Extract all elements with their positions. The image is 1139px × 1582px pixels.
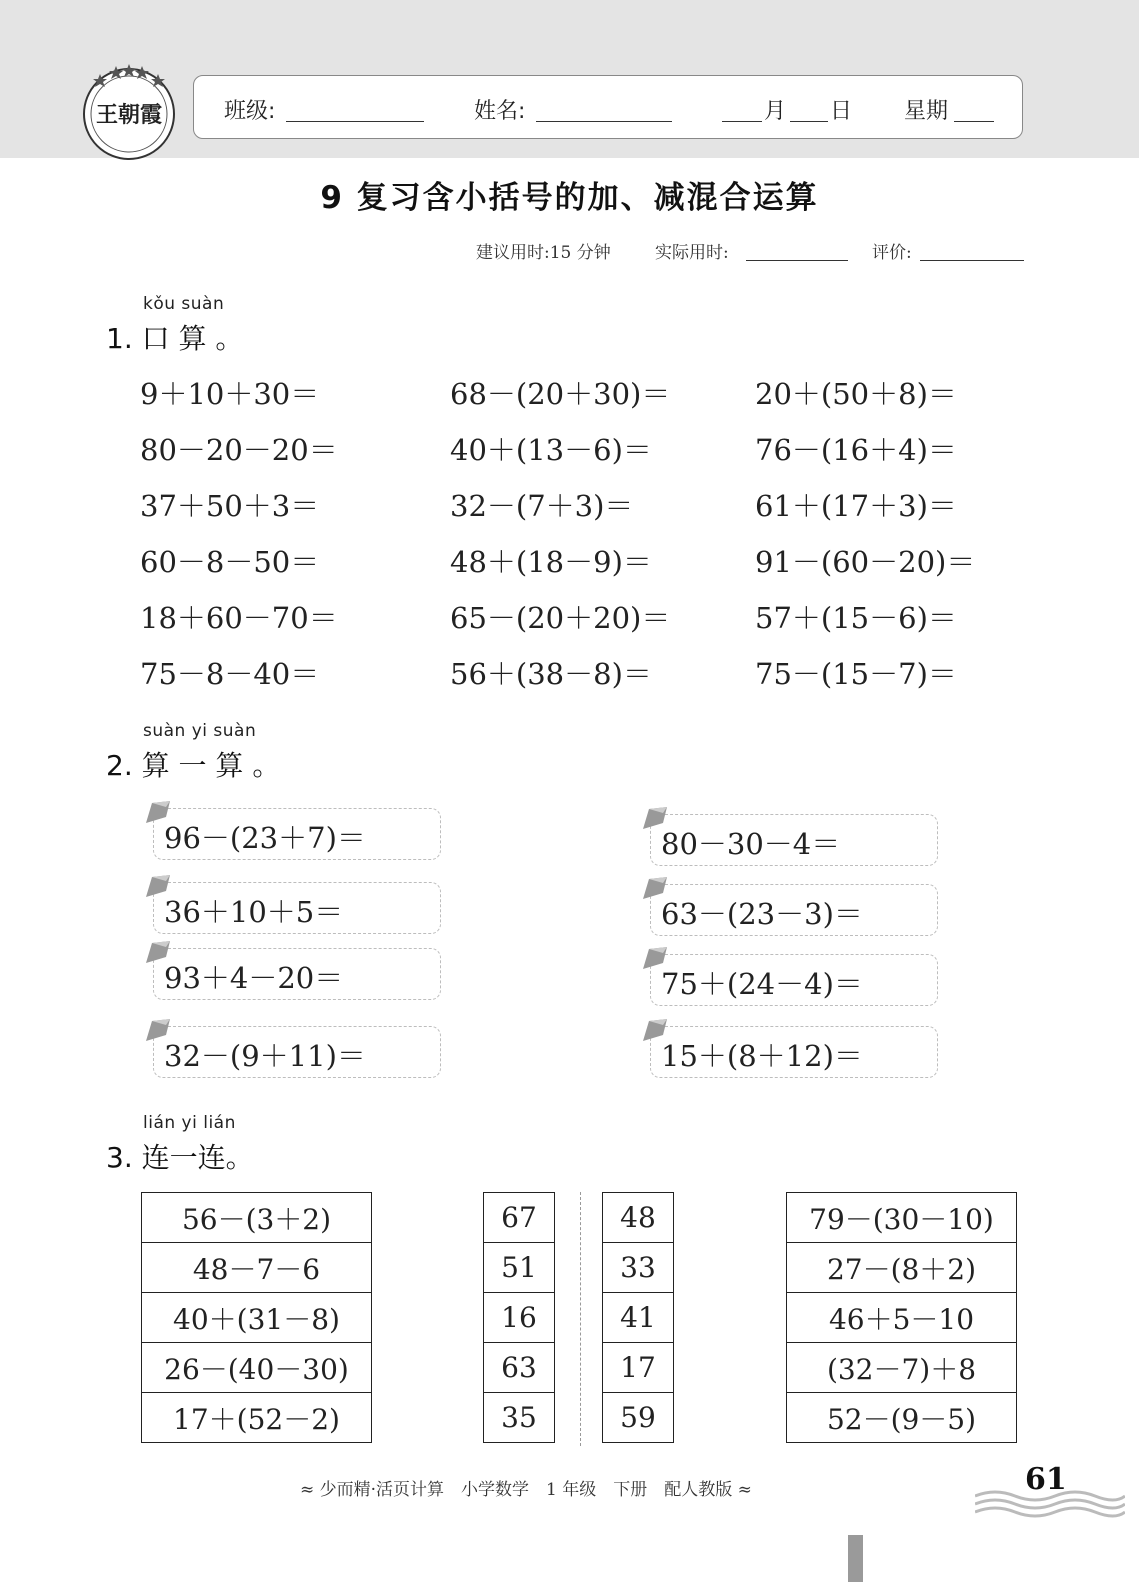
oral-calc-item: 68－(20＋30)＝ [450,377,671,411]
calc-expression: 63－(23－3)＝ [661,897,863,931]
section3-pinyin: lián yi lián [143,1113,236,1133]
class-input-line[interactable] [286,121,424,122]
publisher-logo [80,62,178,160]
match-expression[interactable]: 52－(9－5) [787,1393,1017,1443]
calc-box[interactable] [650,884,938,936]
left-answer-table [483,1192,555,1443]
month-input-line[interactable] [722,121,762,122]
section1-title: 1. 口 算 。 [106,322,244,355]
match-answer[interactable]: 48 [603,1193,674,1243]
section2-title: 2. 算 一 算 。 [106,749,281,782]
right-expression-table [786,1192,1017,1443]
match-expression[interactable]: 26－(40－30) [142,1343,372,1393]
oral-calc-item: 75－(15－7)＝ [755,657,957,691]
match-answer[interactable]: 59 [603,1393,674,1443]
match-answer[interactable]: 41 [603,1293,674,1343]
day-label: 日 [830,99,853,124]
page-tab-marker [848,1535,863,1582]
calc-box[interactable] [153,882,441,934]
weekday-label: 星期 [904,99,949,124]
oral-calc-item: 60－8－50＝ [140,545,320,579]
oral-calc-item: 9＋10＋30＝ [140,377,320,411]
student-info-box [193,75,1023,139]
oral-calc-item: 75－8－40＝ [140,657,320,691]
suggested-time: 建议用时:15 分钟 [476,243,611,263]
actual-time-line[interactable] [746,260,848,261]
class-label: 班级: [224,99,276,124]
weekday-input-line[interactable] [954,121,994,122]
match-expression[interactable]: 79－(30－10) [787,1193,1017,1243]
section1-pinyin: kǒu suàn [143,294,225,314]
oral-calc-item: 61＋(17＋3)＝ [755,489,957,523]
oral-calc-item: 76－(16＋4)＝ [755,433,957,467]
logo-text: 王朝霞 [95,102,163,128]
rating-line[interactable] [920,260,1024,261]
calc-expression: 93＋4－20＝ [164,961,344,995]
match-answer[interactable]: 51 [484,1243,555,1293]
left-expression-table [141,1192,372,1443]
section3-title: 3. 连一连。 [106,1141,254,1174]
match-expression[interactable]: 17＋(52－2) [142,1393,372,1443]
rating-label: 评价: [872,243,912,263]
calc-expression: 80－30－4＝ [661,827,841,861]
oral-calc-item: 80－20－20＝ [140,433,338,467]
calc-box[interactable] [650,1026,938,1078]
page-title: 9 复习含小括号的加、减混合运算 [320,180,819,216]
match-answer[interactable]: 33 [603,1243,674,1293]
name-input-line[interactable] [536,121,672,122]
match-answer[interactable]: 16 [484,1293,555,1343]
day-input-line[interactable] [790,121,828,122]
oral-calc-item: 91－(60－20)＝ [755,545,976,579]
oral-calc-item: 57＋(15－6)＝ [755,601,957,635]
oral-calc-item: 20＋(50＋8)＝ [755,377,957,411]
oral-calc-item: 37＋50＋3＝ [140,489,320,523]
calc-expression: 36＋10＋5＝ [164,895,344,929]
oral-calc-item: 40＋(13－6)＝ [450,433,652,467]
oral-calc-item: 18＋60－70＝ [140,601,338,635]
oral-calc-item: 48＋(18－9)＝ [450,545,652,579]
right-answer-table [602,1192,674,1443]
page-number: 61 [1025,1462,1067,1497]
name-label: 姓名: [474,99,526,124]
calc-box[interactable] [153,948,441,1000]
divider-line [580,1192,581,1446]
calc-box[interactable] [650,814,938,866]
calc-box[interactable] [153,1026,441,1078]
match-expression[interactable]: 46＋5－10 [787,1293,1017,1343]
match-answer[interactable]: 67 [484,1193,555,1243]
match-expression[interactable]: 27－(8＋2) [787,1243,1017,1293]
oral-calc-item: 65－(20＋20)＝ [450,601,671,635]
footer-text: ≈ 少而精·活页计算 小学数学 1 年级 下册 配人教版 ≈ [300,1480,752,1500]
oral-calc-item: 56＋(38－8)＝ [450,657,652,691]
calc-expression: 75＋(24－4)＝ [661,967,863,1001]
calc-expression: 96－(23＋7)＝ [164,821,366,855]
match-answer[interactable]: 35 [484,1393,555,1443]
match-expression[interactable]: 48－7－6 [142,1243,372,1293]
calc-expression: 15＋(8＋12)＝ [661,1039,863,1073]
calc-box[interactable] [153,808,441,860]
match-answer[interactable]: 17 [603,1343,674,1393]
match-expression[interactable]: 40＋(31－8) [142,1293,372,1343]
match-answer[interactable]: 63 [484,1343,555,1393]
match-expression[interactable]: 56－(3＋2) [142,1193,372,1243]
oral-calc-item: 32－(7＋3)＝ [450,489,634,523]
calc-box[interactable] [650,954,938,1006]
month-label: 月 [764,99,787,124]
actual-time-label: 实际用时: [655,243,729,263]
match-expression[interactable]: (32－7)＋8 [787,1343,1017,1393]
section2-pinyin: suàn yi suàn [143,721,257,741]
calc-expression: 32－(9＋11)＝ [164,1039,366,1073]
